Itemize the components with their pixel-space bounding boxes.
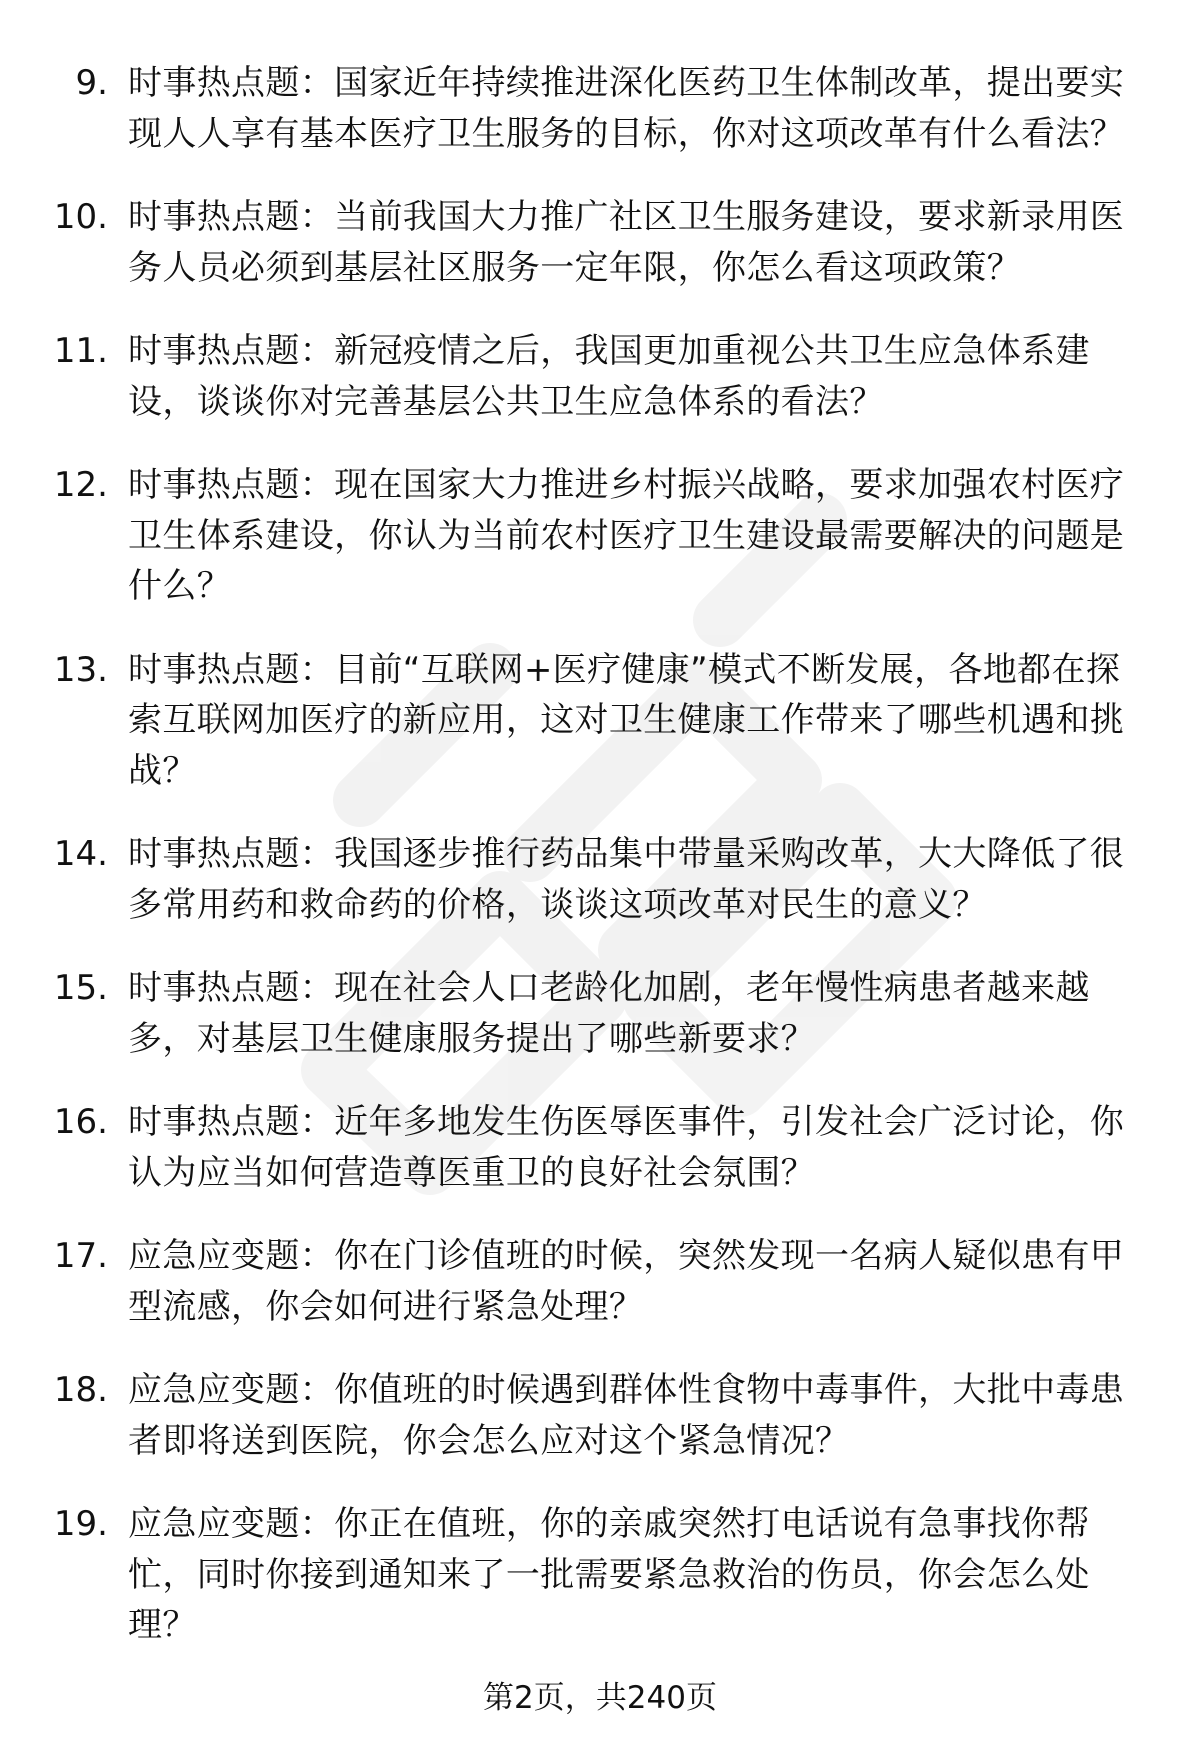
question-number: 19.: [53, 1504, 108, 1544]
question-number: 14.: [53, 834, 108, 874]
question-number: 11.: [53, 331, 108, 371]
question-item: [0, 1097, 1200, 1198]
question-text: 时事热点题：近年多地发生伤医辱医事件，引发社会广泛讨论，你认为应当如何营造尊医重卫的良好社会氛围？: [128, 1102, 1125, 1193]
question-number: 13.: [53, 649, 108, 690]
page-number-label: 第2页，共240页: [483, 1680, 717, 1716]
question-item: [0, 1499, 1200, 1651]
question-item: [0, 1231, 1200, 1332]
question-text: 应急应变题：你值班的时候遇到群体性食物中毒事件，大批中毒患者即将送到医院，你会怎么应对这个紧急情况？: [128, 1370, 1125, 1461]
question-number: 16.: [53, 1102, 108, 1142]
question-number: 18.: [53, 1370, 108, 1410]
question-number: 17.: [53, 1236, 108, 1276]
question-text: 时事热点题：我国逐步推行药品集中带量采购改革，大大降低了很多常用药和救命药的价格，谈谈这项改革对民生的意义？: [128, 834, 1125, 925]
question-number: 15.: [53, 968, 108, 1008]
question-text: 时事热点题：当前我国大力推广社区卫生服务建设，要求新录用医务人员必须到基层社区服务一定年限，你怎么看这项政策？: [128, 197, 1125, 288]
question-item: [0, 460, 1200, 612]
question-item: [0, 829, 1200, 930]
question-text: 时事热点题：现在国家大力推进乡村振兴战略，要求加强农村医疗卫生体系建设，你认为当前农村医疗卫生建设最需要解决的问题是什么？: [128, 465, 1125, 606]
question-text: 应急应变题：你正在值班，你的亲戚突然打电话说有急事找你帮忙，同时你接到通知来了一批需要紧急救治的伤员，你会怎么处理？: [128, 1504, 1090, 1645]
question-item: [0, 645, 1200, 797]
question-text: 时事热点题：现在社会人口老龄化加剧，老年慢性病患者越来越多，对基层卫生健康服务提出了哪些新要求？: [128, 968, 1090, 1059]
question-number: 12.: [53, 465, 108, 505]
question-text: 时事热点题：国家近年持续推进深化医药卫生体制改革，提出要实现人人享有基本医疗卫生服务的目标，你对这项改革有什么看法？: [128, 63, 1125, 154]
question-number: 10.: [53, 197, 108, 237]
question-number: 9.: [75, 63, 108, 103]
question-text: 时事热点题：目前“互联网+医疗健康”模式不断发展，各地都在探索互联网加医疗的新应用，这对卫生健康工作带来了哪些机遇和挑战？: [128, 649, 1125, 791]
question-item: [0, 326, 1200, 427]
question-item: [0, 58, 1200, 159]
question-list: [0, 58, 1200, 1651]
page-footer: [0, 1676, 1200, 1720]
question-item: [0, 963, 1200, 1064]
question-item: [0, 1365, 1200, 1466]
question-text: 时事热点题：新冠疫情之后，我国更加重视公共卫生应急体系建设，谈谈你对完善基层公共卫生应急体系的看法？: [128, 331, 1090, 422]
question-item: [0, 192, 1200, 293]
question-text: 应急应变题：你在门诊值班的时候，突然发现一名病人疑似患有甲型流感，你会如何进行紧急处理？: [128, 1236, 1125, 1327]
